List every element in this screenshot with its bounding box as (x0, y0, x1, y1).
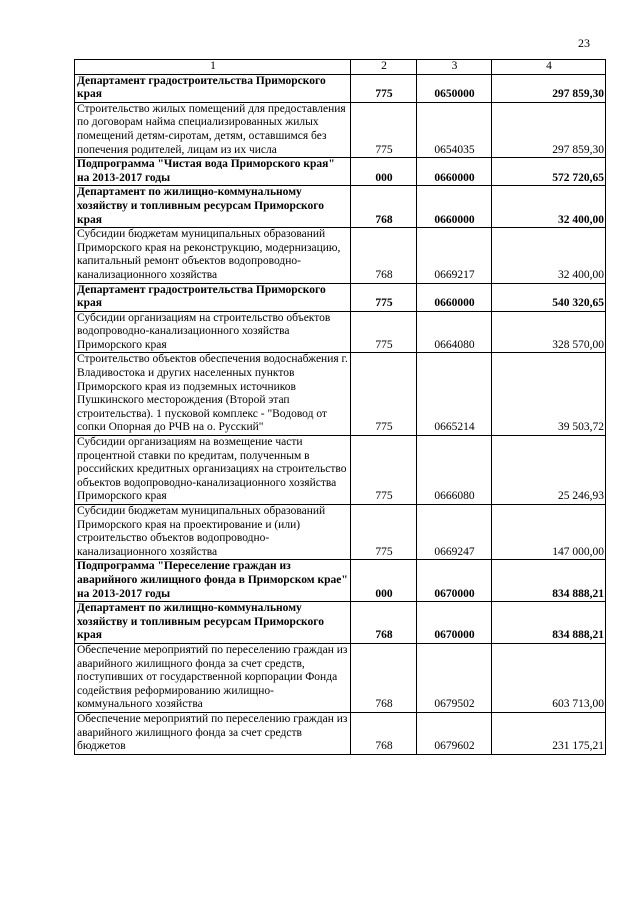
row-csr-cell: 0664080 (417, 311, 492, 353)
page-number: 23 (578, 36, 590, 50)
row-name-cell: Строительство объектов обеспечения водоснабжения г. Владивостока и других населенных пунктов Приморского края из подземных источников Пушкинского месторождения (Второй этап строительства). 1 пусковой комплекс - "Водовод от сопки Опорная до РЧВ на о. Русский" (75, 353, 351, 436)
header-col-4: 4 (492, 60, 606, 75)
table-row (75, 436, 606, 505)
row-amount-cell: 32 400,00 (492, 186, 606, 228)
row-name-cell: Подпрограмма "Чистая вода Приморского края" на 2013-2017 годы (75, 158, 351, 186)
row-amount-cell: 25 246,93 (492, 436, 606, 505)
table-header-row (75, 60, 606, 75)
row-code-cell: 775 (351, 436, 417, 505)
row-name-cell: Субсидии организациям на строительство объектов водопроводно-канализационного хозяйства Приморского края (75, 311, 351, 353)
table-row (75, 283, 606, 311)
header-col-3: 3 (417, 60, 492, 75)
row-amount-cell: 32 400,00 (492, 228, 606, 283)
row-csr-cell: 0666080 (417, 436, 492, 505)
table-row (75, 643, 606, 712)
table-row (75, 602, 606, 644)
row-csr-cell: 0669247 (417, 505, 492, 560)
row-code-cell: 775 (351, 283, 417, 311)
row-csr-cell: 0679502 (417, 643, 492, 712)
table-row (75, 505, 606, 560)
row-name-cell: Департамент градостроительства Приморского края (75, 74, 351, 102)
row-amount-cell: 572 720,65 (492, 158, 606, 186)
row-csr-cell: 0660000 (417, 186, 492, 228)
row-csr-cell: 0665214 (417, 353, 492, 436)
table-row (75, 102, 606, 157)
row-csr-cell: 0660000 (417, 158, 492, 186)
row-csr-cell: 0669217 (417, 228, 492, 283)
budget-table (74, 59, 606, 755)
row-amount-cell: 834 888,21 (492, 560, 606, 602)
row-name-cell: Департамент по жилищно-коммунальному хозяйству и топливным ресурсам Приморского края (75, 186, 351, 228)
row-code-cell: 768 (351, 712, 417, 754)
row-name-cell: Обеспечение мероприятий по переселению граждан из аварийного жилищного фонда за счет средств бюджетов (75, 712, 351, 754)
row-amount-cell: 834 888,21 (492, 602, 606, 644)
row-amount-cell: 297 859,30 (492, 102, 606, 157)
row-amount-cell: 603 713,00 (492, 643, 606, 712)
row-code-cell: 775 (351, 353, 417, 436)
row-name-cell: Субсидии организациям на возмещение части процентной ставки по кредитам, полученным в российских кредитных организациях на строительство объектов водопроводно-канализационного хозяйства Приморского края (75, 436, 351, 505)
header-col-2: 2 (351, 60, 417, 75)
row-code-cell: 775 (351, 505, 417, 560)
header-col-1: 1 (75, 60, 351, 75)
row-name-cell: Субсидии бюджетам муниципальных образований Приморского края на реконструкцию, модернизацию, капитальный ремонт объектов водопроводно-канализационного хозяйства (75, 228, 351, 283)
row-name-cell: Строительство жилых помещений для предоставления по договорам найма специализированных жилых помещений детям-сиротам, детям, оставшимся без попечения родителей, лицам из их числа (75, 102, 351, 157)
table-row (75, 353, 606, 436)
table-row (75, 712, 606, 754)
row-csr-cell: 0670000 (417, 560, 492, 602)
row-csr-cell: 0650000 (417, 74, 492, 102)
row-code-cell: 768 (351, 643, 417, 712)
row-code-cell: 000 (351, 158, 417, 186)
row-csr-cell: 0654035 (417, 102, 492, 157)
row-code-cell: 768 (351, 186, 417, 228)
row-code-cell: 768 (351, 228, 417, 283)
table-row (75, 311, 606, 353)
row-code-cell: 768 (351, 602, 417, 644)
row-code-cell: 000 (351, 560, 417, 602)
table-row (75, 560, 606, 602)
row-code-cell: 775 (351, 74, 417, 102)
table-row (75, 158, 606, 186)
budget-table-body (75, 60, 606, 755)
table-row (75, 228, 606, 283)
row-code-cell: 775 (351, 102, 417, 157)
row-amount-cell: 297 859,30 (492, 74, 606, 102)
row-name-cell: Подпрограмма "Переселение граждан из аварийного жилищного фонда в Приморском крае" на 2013-2017 годы (75, 560, 351, 602)
row-csr-cell: 0679602 (417, 712, 492, 754)
row-amount-cell: 540 320,65 (492, 283, 606, 311)
row-amount-cell: 328 570,00 (492, 311, 606, 353)
table-row (75, 74, 606, 102)
table-row (75, 186, 606, 228)
row-csr-cell: 0670000 (417, 602, 492, 644)
row-csr-cell: 0660000 (417, 283, 492, 311)
row-name-cell: Обеспечение мероприятий по переселению граждан из аварийного жилищного фонда за счет средств, поступивших от государственной корпорации Фонда содействия реформированию жилищно-коммунального хозяйства (75, 643, 351, 712)
row-name-cell: Департамент градостроительства Приморского края (75, 283, 351, 311)
row-code-cell: 775 (351, 311, 417, 353)
row-amount-cell: 39 503,72 (492, 353, 606, 436)
row-amount-cell: 147 000,00 (492, 505, 606, 560)
row-amount-cell: 231 175,21 (492, 712, 606, 754)
row-name-cell: Субсидии бюджетам муниципальных образований Приморского края на проектирование и (или) строительство объектов водопроводно-канализационного хозяйства (75, 505, 351, 560)
row-name-cell: Департамент по жилищно-коммунальному хозяйству и топливным ресурсам Приморского края (75, 602, 351, 644)
